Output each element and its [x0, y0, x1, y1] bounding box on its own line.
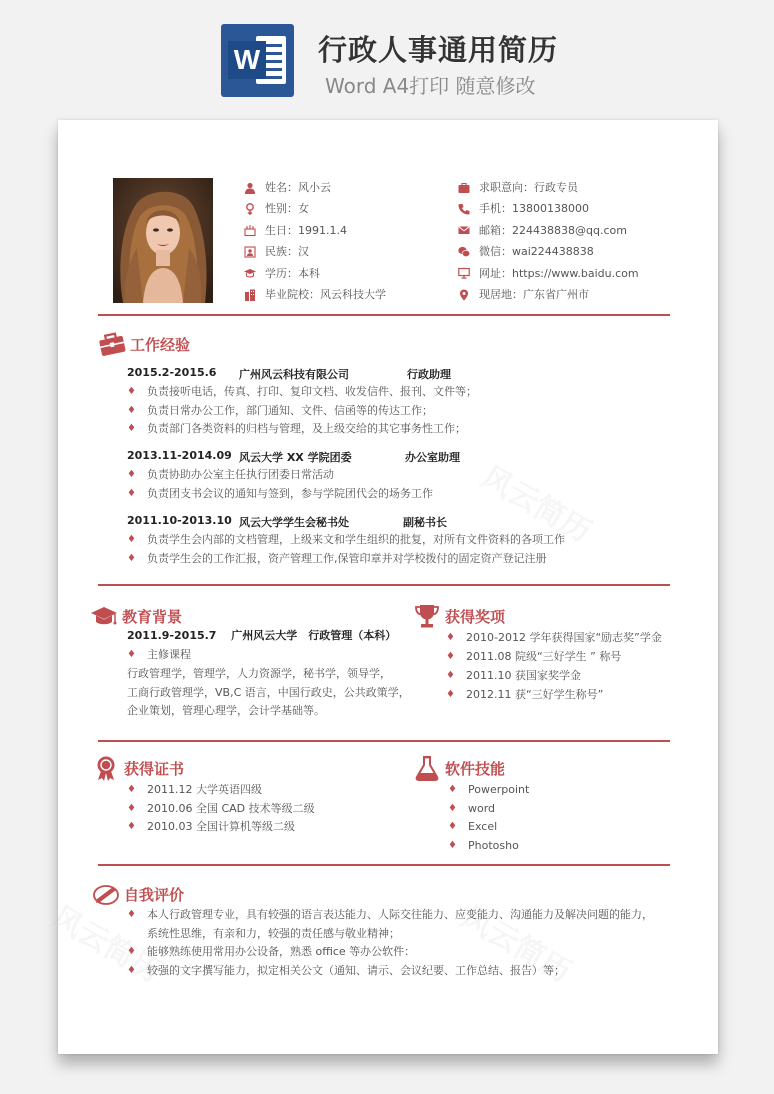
profile-info-left [244, 177, 386, 305]
job-2-duties [127, 466, 433, 503]
job-3-duties [127, 531, 565, 568]
phone-icon [458, 203, 470, 215]
info-name: 姓名：风小云 [244, 177, 386, 198]
section-self-evaluation: 自我评价 [92, 880, 184, 908]
list-item: ♦ 2012.11 获“三好学生称号” [446, 685, 662, 704]
list-item: ♦ 2010-2012 学年获得国家“励志奖”学金 [446, 628, 662, 647]
list-item: ♦ 2011.10 获国家奖学金 [446, 666, 662, 685]
education-courses [127, 646, 191, 665]
certificate-badge-icon [92, 754, 120, 782]
female-icon [244, 203, 256, 215]
info-location: 现居地：广东省广州市 [458, 284, 639, 305]
education-course-list: 行政管理学，管理学，人力资源学，秘书学，领导学， 工商行政管理学，VB,C 语言，中国行政史，公共政策学， 企业策划，管理心理学，会计学基础等。 [127, 667, 410, 718]
section-skills: 软件技能 [413, 754, 505, 782]
list-item: ♦ 2011.12 大学英语四级 [127, 781, 315, 800]
info-objective: 求职意向：行政专员 [458, 177, 639, 198]
list-item: ♦ 2010.06 全国 CAD 技术等级二级 [127, 800, 315, 819]
list-item: ♦ 负责协助办公室主任执行团委日常活动 [127, 466, 433, 485]
info-education: 学历：本科 [244, 263, 386, 284]
info-email: 邮箱：224438838@qq.com [458, 220, 639, 241]
list-item: ♦ 负责团支书会议的通知与签到，参与学院团代会的场务工作 [127, 485, 433, 504]
section-certificates: 获得证书 [92, 754, 184, 782]
birthday-icon [244, 224, 256, 236]
info-birthday: 生日：1991.1.4 [244, 220, 386, 241]
list-item: ♦ 负责日常办公工作，部门通知、文件、信函等的传达工作； [127, 402, 477, 421]
section-education: 教育背景 [90, 602, 182, 630]
briefcase-icon [458, 182, 470, 194]
list-item: ♦ Excel [448, 818, 529, 837]
mail-icon [458, 224, 470, 236]
list-item: ♦ 2011.08 院级“三好学生 ” 称号 [446, 647, 662, 666]
person-icon [244, 182, 256, 194]
graduation-cap-icon [244, 267, 256, 279]
flask-icon [413, 754, 441, 782]
section-work: 工作经验 [98, 330, 190, 358]
word-logo-icon: W [221, 24, 294, 97]
profile-info-right [458, 177, 639, 305]
divider-education [98, 740, 670, 742]
section-awards: 获得奖项 [413, 602, 505, 630]
list-item: ♦ 主修课程 [127, 646, 191, 665]
banner [0, 0, 774, 115]
banner-subtitle: Word A4打印 随意修改 [325, 74, 536, 98]
list-item: ♦ 负责学生会的工作汇报，资产管理工作,保管印章并对学校拨付的固定资产登记注册 [127, 550, 565, 569]
skills-list [448, 781, 529, 855]
list-item-continuation: 系统性思维，有亲和力，较强的责任感与敬业精神； [147, 926, 400, 940]
banner-title: 行政人事通用简历 [318, 33, 559, 67]
list-item: ♦ word [448, 800, 529, 819]
list-item: ♦ 负责部门各类资料的归档与管理，及上级交给的其它事务性工作； [127, 420, 477, 439]
list-item: ♦ 本人行政管理专业，具有较强的语言表达能力、人际交往能力、应变能力、沟通能力及解决问题的能力， [127, 906, 653, 925]
wechat-icon [458, 246, 470, 258]
divider-skills [98, 864, 670, 866]
list-item: ♦ 能够熟练使用常用办公设备，熟悉 office 等办公软件： [127, 943, 653, 962]
list-item: ♦ Powerpoint [448, 781, 529, 800]
certificates-list [127, 781, 315, 837]
info-wechat: 微信：wai224438838 [458, 241, 639, 262]
briefcase-icon [98, 330, 126, 358]
list-item: ♦ 负责学生会内部的文档管理，上级来文和学生组织的批复，对所有文件资料的各项工作 [127, 531, 565, 550]
info-school: 毕业院校：风云科技大学 [244, 284, 386, 305]
building-icon [244, 289, 256, 301]
list-item: ♦ 2010.03 全国计算机等级二级 [127, 818, 315, 837]
pen-icon [92, 880, 120, 908]
list-item: ♦ Photosho [448, 837, 529, 856]
id-card-icon [244, 246, 256, 258]
profile-photo [113, 178, 213, 303]
divider-profile [98, 314, 670, 316]
awards-list [446, 628, 662, 704]
location-pin-icon [458, 289, 470, 301]
info-gender: 性别：女 [244, 198, 386, 219]
education-headline: 2011.9-2015.7 广州风云大学 行政管理（本科） [127, 629, 397, 642]
info-ethnicity: 民族：汉 [244, 241, 386, 262]
trophy-icon [413, 602, 441, 630]
graduation-cap-icon [90, 602, 118, 630]
job-1-duties [127, 383, 477, 439]
list-item: ♦ 较强的文字撰写能力，拟定相关公文（通知、请示、会议纪要、工作总结、报告）等； [127, 962, 653, 981]
resume-page: 风云简历 风云简历 风云简历 姓名：风小云 性别：女 生日：1991.1.4 民族：汉 学历：本科 毕业院校：风云科技大学 求职意向：行政专员 手机：13800138000 邮箱：224438838@qq.com 微信：wai224438838 网址：https://www.baidu.com 现居地：广东省广州市 工作经验 2015.2-2015.6 广州风云科技有限公司 行政助理 ♦ 负责接听电话，传真、打印、复印文档、收发信件、报刊、文件等； ♦ 负责日常办公工作，部门通知、文件、信函等的传达工作； ♦ 负责部门各类资料的归档与管理，及上级交给的其它事务性工作； 2013.11-2014.09 风云大学 XX 学院团委 办公室助理 ♦ 负责协助办公室主任执行团委日常活动 ♦ 负责团支书会议的通知与签到，参与学院团代会的场务工作 2011.10-2013.10 风云大学学生会秘书处 副秘书长 ♦ 负责学生会内部的文档管理，上级来文和学生组织的批复，对所有文件资料的各项工作 ♦ 负责学生会的工作汇报，资产管理工作,保管印章并对学校拨付的固定资产登记注册 教育背景 2011.9-2015.7 广州风云大学 行政管理（本科） ♦ 主修课程 行政管理学，管理学，人力资源学，秘书学，领导学， 工商行政管理学，VB,C 语言，中国行政史，公共政策学， 企业策划，管理心理学，会计学基础等。 获得奖项 ♦ 2010-2012 学年获得国家“励志奖”学金 ♦ 2011.08 院级“三好学生 ” 称号 ♦ 2011.10 获国家奖学金 ♦ 2012.11 获“三好学生称号” 获得证书 ♦ 2011.12 大学英语四级 ♦ 2010.06 全国 CAD 技术等级二级 ♦ 2010.03 全国计算机等级二级 软件技能 ♦ Powerpoint ♦ word ♦ Excel ♦ Photosho 自我评价 ♦ 本人行政管理专业，具有较强的语言表达能力、人际交往能力、应变能力、沟通能力及解决问题的能力， 系统性思维，有亲和力，较强的责任感与敬业精神； ♦ 能够熟练使用常用办公设备，熟悉 office 等办公软件： ♦ 较强的文字撰写能力，拟定相关公文（通知、请示、会议纪要、工作总结、报告）等； [58, 120, 718, 1054]
divider-work [98, 584, 670, 586]
self-evaluation-list [127, 906, 653, 980]
monitor-icon [458, 267, 470, 279]
list-item: ♦ 负责接听电话，传真、打印、复印文档、收发信件、报刊、文件等； [127, 383, 477, 402]
info-website: 网址：https://www.baidu.com [458, 263, 639, 284]
info-phone: 手机：13800138000 [458, 198, 639, 219]
